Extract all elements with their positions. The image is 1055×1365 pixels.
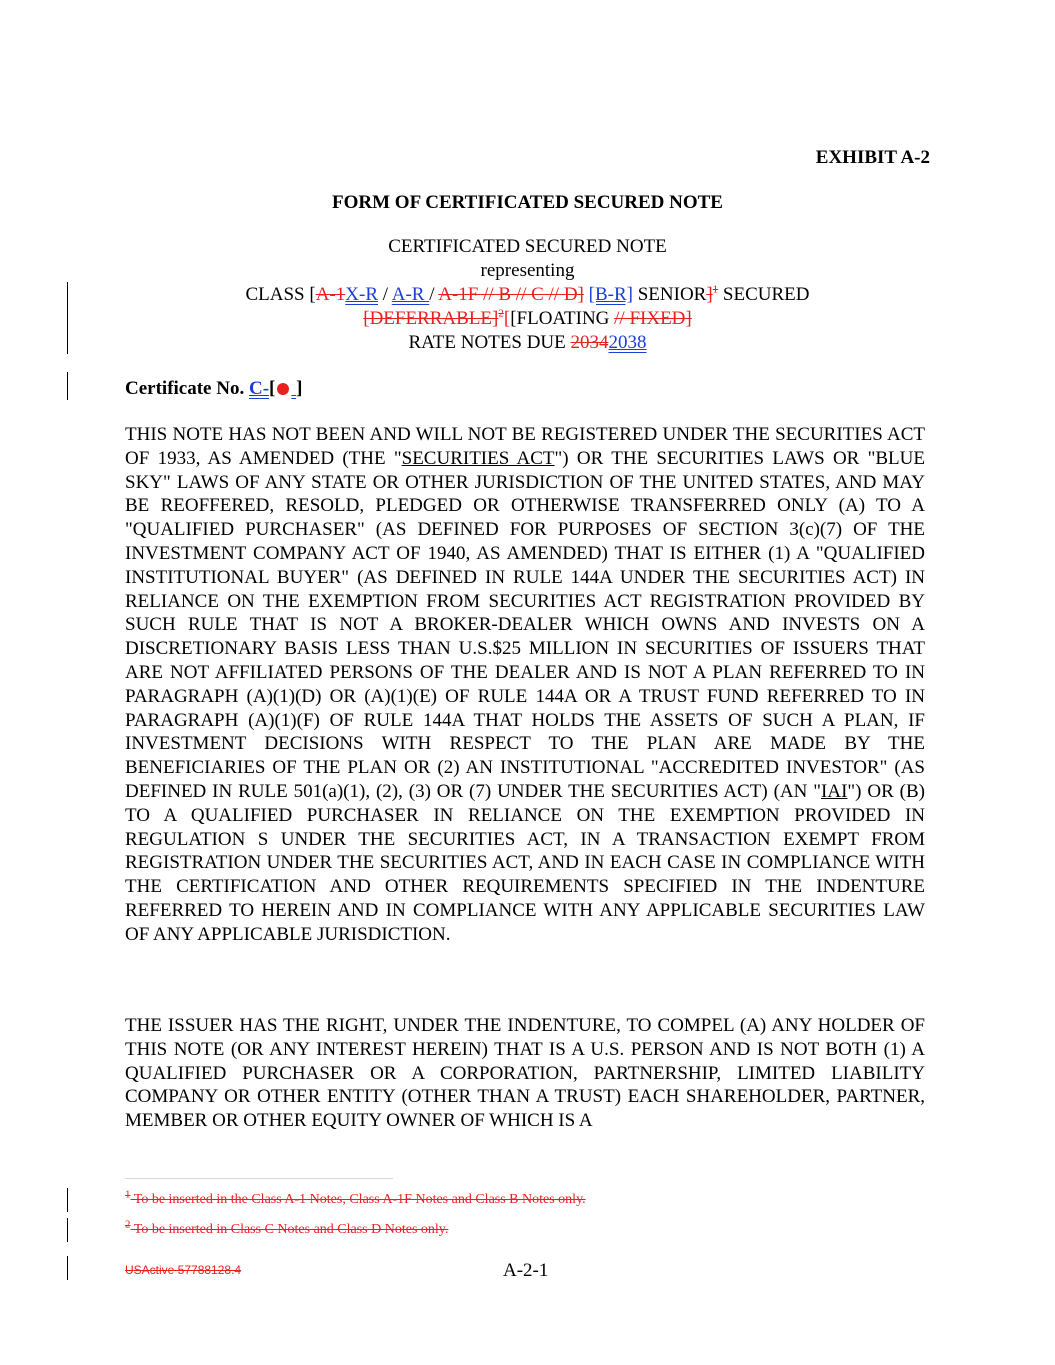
title-line-1: CERTIFICATED SECURED NOTE: [388, 236, 667, 257]
change-bar: [67, 1218, 68, 1242]
inserted-class-ar: A-R: [391, 284, 430, 305]
deleted-bracket: ]: [706, 284, 713, 305]
class-prefix: CLASS [: [245, 284, 316, 305]
inserted-year: 2038: [608, 332, 647, 353]
footnote-2: [125, 1218, 449, 1238]
senior-text: SENIOR: [632, 284, 707, 305]
deleted-deferrable: [DEFERRABLE]: [363, 308, 499, 329]
change-bar: [67, 1188, 68, 1212]
defined-term-iai: IAI: [821, 780, 848, 802]
footnote-ref-2[interactable]: 2: [498, 307, 504, 320]
title-line-4: [0, 307, 1055, 331]
form-title: FORM OF CERTIFICATED SECURED NOTE: [332, 192, 723, 213]
title-line-5: [0, 331, 1055, 355]
legend-paragraph-2: THE ISSUER HAS THE RIGHT, UNDER THE INDENTURE, TO COMPEL (A) ANY HOLDER OF THIS NOTE (OR ANY INTEREST HEREIN) THAT IS A U.S. PERSON AND IS NOT BOTH (1) A QUALIFIED PURCHASER OR A CORPORATION, PARTNERSHIP, LIMITED LIABILITY COMPANY OR OTHER ENTITY (OTHER THAN A TRUST) EACH SHAREHOLDER, PARTNER, MEMBER OR OTHER EQUITY OWNER OF WHICH IS A: [125, 1015, 925, 1132]
note-title-block: [0, 235, 1055, 355]
placeholder-dot-icon: [277, 383, 289, 395]
title-line-3: [0, 283, 1055, 307]
deleted-class-a1: A-1: [315, 284, 346, 305]
page-number: A-2-1: [503, 1260, 549, 1281]
footnote-ref-1[interactable]: 1: [712, 283, 719, 296]
inserted-c-prefix: C-: [248, 378, 270, 399]
inserted-class-xr: X-R: [345, 284, 378, 305]
inserted-class-br: [B-R]: [588, 284, 633, 305]
bracket-open: [: [269, 378, 276, 399]
bracket-close: ]: [296, 378, 303, 399]
paragraph-1-text-c: ") OR (B) TO A QUALIFIED PURCHASER IN RELIANCE ON THE EXEMPTION PROVIDED IN REGULATION S UNDER THE SECURITIES ACT, IN A TRANSACTION EXEMPT FROM REGISTRATION UNDER THE SECURITIES ACT, AND IN EACH CASE IN COMPLIANCE WITH THE CERTIFICATION AND OTHER REQUIREMENTS SPECIFIED IN THE INDENTURE REFERRED TO HEREIN AND IN COMPLIANCE WITH ANY APPLICABLE SECURITIES LAW OF ANY APPLICABLE JURISDICTION.: [125, 780, 925, 945]
footnote-2-mark: 2: [125, 1218, 131, 1231]
footnote-1: [125, 1188, 586, 1208]
deleted-year: 2034: [570, 332, 609, 353]
deleted-classes: A-1F // B // C // D]: [438, 284, 584, 305]
secured-text: SECURED: [718, 284, 810, 305]
defined-term-securities-act: SECURITIES ACT: [401, 447, 555, 469]
floating-text: [FLOATING: [510, 308, 615, 329]
footnote-1-mark: 1: [125, 1188, 131, 1201]
paragraph-1-text-a: THIS NOTE HAS NOT BEEN AND WILL NOT BE REGISTERED UNDER THE SECURITIES ACT OF 1933, AS AMENDED (THE ": [125, 424, 925, 469]
change-bar: [67, 372, 68, 400]
rate-notes-due: RATE NOTES DUE: [408, 332, 571, 353]
change-bar: [67, 1256, 68, 1280]
footnote-2-text: To be inserted in Class C Notes and Class D Notes only.: [130, 1222, 449, 1237]
legend-paragraph-1: [125, 423, 925, 947]
deleted-bracket-open: [: [503, 308, 511, 329]
separator: /: [429, 284, 439, 305]
exhibit-label: EXHIBIT A-2: [815, 147, 930, 168]
document-id: USActive 57788128.4: [125, 1263, 242, 1277]
separator: /: [378, 284, 392, 305]
paragraph-1-text-b: ") OR THE SECURITIES LAWS OR "BLUE SKY" LAWS OF ANY STATE OR OTHER JURISDICTION OF THE UNITED STATES, AND MAY BE REOFFERED, RESOLD, PLEDGED OR OTHERWISE TRANSFERRED ONLY (A) TO A "QUALIFIED PURCHASER" (AS DEFINED FOR PURPOSES OF SECTION 3(c)(7) OF THE INVESTMENT COMPANY ACT OF 1940, AS AMENDED) THAT IS EITHER (1) A "QUALIFIED INSTITUTIONAL BUYER" (AS DEFINED IN RULE 144A UNDER THE SECURITIES ACT) IN RELIANCE ON THE EXEMPTION FROM SECURITIES ACT REGISTRATION PROVIDED BY SUCH RULE THAT IS NOT A BROKER-DEALER WHICH OWNS AND INVESTS ON A DISCRETIONARY BASIS LESS THAN U.S.$25 MILLION IN SECURITIES OF ISSUERS THAT ARE NOT AFFILIATED PERSONS OF THE DEALER AND IS NOT A PLAN REFERRED TO IN PARAGRAPH (A)(1)(D) OR (A)(1)(E) OF RULE 144A OR A TRUST FUND REFERRED TO IN PARAGRAPH (A)(1)(F) OF RULE 144A THAT HOLDS THE ASSETS OF SUCH A PLAN, IF INVESTMENT DECISIONS WITH RESPECT TO THE PLAN ARE MADE BY THE BENEFICIARIES OF THE PLAN OR (2) AN INSTITUTIONAL "ACCREDITED INVESTOR" (AS DEFINED IN RULE 501(a)(1), (2), (3) OR (7) UNDER THE SECURITIES ACT) (AN ": [125, 447, 925, 802]
certificate-label: Certificate No.: [125, 378, 249, 399]
title-line-2: representing: [480, 260, 575, 281]
deleted-fixed: // FIXED]: [614, 308, 692, 329]
footnote-separator: [125, 1178, 393, 1179]
footnote-1-text: To be inserted in the Class A-1 Notes, Class A-1F Notes and Class B Notes only.: [130, 1192, 586, 1207]
certificate-number: [125, 378, 302, 400]
